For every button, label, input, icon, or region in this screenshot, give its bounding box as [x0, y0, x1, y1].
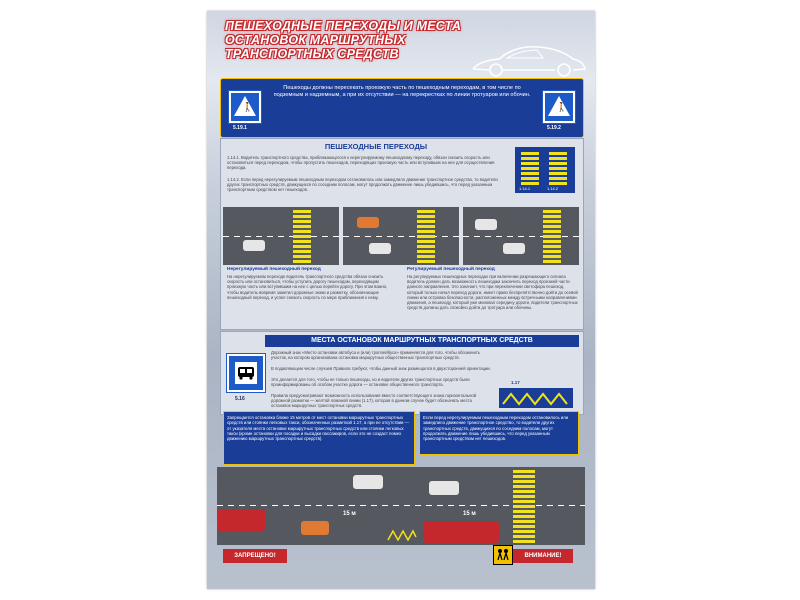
- unregulated-text: На нерегулируемом переходе водитель транспортного средства обязан снизить скорость или остановиться, чтобы уступить дорогу пешеходам, переходящим проезжую часть или вступившим на нее с целью перейти дорогу. При этом важно, чтобы водитель вовремя заметил дорожные знаки и разметку, обозначающие пешеходный переход, и успел снизить скорость по мере приближения к нему.: [227, 274, 388, 300]
- pedestrian-icon: 🚶: [556, 102, 568, 112]
- intro-text: Пешеходы должны пересекать проезжую часть по пешеходным переходам, в том числе по подземным и надземным, а при их отсутствии — на перекрестках по линии тротуаров или обочин.: [273, 85, 531, 98]
- children-warning-icon: [493, 545, 513, 565]
- car-orange: [357, 217, 379, 228]
- crossings-heading: ПЕШЕХОДНЫЕ ПЕРЕХОДЫ: [324, 142, 428, 151]
- poster-title: ПЕШЕХОДНЫЕ ПЕРЕХОДЫ И МЕСТА ОСТАНОВОК МАРШРУТНЫХ ТРАНСПОРТНЫХ СРЕДСТВ: [225, 19, 462, 61]
- zigzag-road-marking: [387, 529, 417, 541]
- stops-heading: МЕСТА ОСТАНОВОК МАРШРУТНЫХ ТРАНСПОРТНЫХ СРЕДСТВ: [265, 335, 579, 347]
- crossings-section: [220, 138, 584, 330]
- rule-box-left: Запрещается остановка ближе 15 метров от мест остановки маршрутных транспортных средств или стоянки легковых такси, обозначенных разметкой 1.17, а при ее отсутствии — от указателя места остановки маршрутных транспортных средств или стоянки легковых такси (кроме остановки для посадки и высадки пассажиров, если это не создаст помех движению маршрутных транспортных средств).: [223, 411, 415, 465]
- forbidden-badge: ЗАПРЕЩЕНО!: [223, 549, 287, 563]
- stops-para-2: В подавляющем числе случаев Правила требуют, чтобы данный знак размещался в двухсторонней ориентации.: [271, 366, 491, 371]
- stops-section: [220, 331, 584, 415]
- car-white: [369, 243, 391, 254]
- sign-code-left: 5.19.1: [233, 125, 247, 131]
- car-orange: [301, 521, 329, 535]
- stops-para-4: Правила предусматривают возможность использования вместо соответствующего знака горизонтальной дорожной разметки — желтой ломаной линии (1.17), которая в данном случае будет обозначать места остановок маршрутных транспортных средств.: [271, 393, 477, 409]
- caption-regulated: Регулируемый пешеходный переход: [407, 267, 495, 272]
- car-white: [503, 243, 525, 254]
- road-scene-2: [343, 207, 459, 265]
- marking-code-left: 1.14.1: [519, 186, 531, 191]
- car-white: [475, 219, 497, 230]
- bus-red-right: [423, 521, 499, 543]
- zigzag-marking: [499, 388, 573, 408]
- bus-stop-sign: [227, 354, 265, 392]
- road-scene-1: [223, 207, 339, 265]
- rule-box-right: Если перед нерегулируемым пешеходным переходом остановилось или замедлило движение транспортное средство, то водители других транспортных средств, движущихся по соседним полосам, могут продолжать движение лишь убедившись, что перед указанным транспортным средством нет пешеходов.: [419, 411, 579, 455]
- road-scene-3: [463, 207, 579, 265]
- bus-red-left: [217, 509, 265, 531]
- bus-stop-road-scene: [217, 467, 585, 545]
- marking-code-right: 1.14.2: [547, 186, 559, 191]
- crossings-para-2: 1.14.2. Если перед нерегулируемым пешеходным переходом остановилось или замедлило движение транспортное средство, то водители других транспортных средств, движущихся по соседним полосам, могут продолжать движение лишь убедившись, что перед указанным транспортным средством нет пешеходов.: [227, 177, 498, 193]
- car-white: [353, 475, 383, 489]
- sign-code-right: 5.19.2: [547, 125, 561, 131]
- pedestrian-crossing-sign-left: [229, 91, 261, 123]
- bus-sign-code: 5.16: [235, 396, 245, 402]
- crossings-para-1: 1.14.1. Водитель транспортного средства, приближающегося к нерегулируемому пешеходному переходу, обязан снизить скорость или остановиться перед переходом, чтобы пропустить пешеходов, переходящих проезжую часть или вступивших на нее для осуществления перехода.: [227, 155, 495, 171]
- intro-box: [220, 78, 584, 138]
- bus-icon: [229, 356, 263, 390]
- regulated-text: На регулируемых пешеходных переходах при включении разрешающего сигнала водитель должен дать возможность пешеходам закончить переход проезжей части данного направления. Это означает, что при переключении светофора пешеход, который только начал переход дороги, имеет право беспрепятственно дойти до осевой линии или островка безопасности, расположенных между встречными направлениями движения, а пешеходу, который уже миновал середину дороги, водители транспортных средств должны дать спокойно дойти до тротуара или обочины.: [407, 274, 578, 311]
- stops-para-3: Это делается для того, чтобы не только пешеходы, но и водители других транспортных средств были проинформированы об особом участке дороги — остановке общественного транспорта.: [271, 377, 470, 388]
- attention-badge: ВНИМАНИЕ!: [513, 549, 573, 563]
- caption-unregulated: Нерегулируемый пешеходный переход: [227, 267, 321, 272]
- marking-panel: [515, 147, 575, 193]
- poster: [207, 11, 595, 589]
- pedestrian-crossing-sign-right: [543, 91, 575, 123]
- distance-label-right: 15 м: [463, 511, 476, 517]
- car-white: [429, 481, 459, 495]
- zigzag-code: 1.17: [511, 380, 520, 385]
- zigzag-marking-panel: [499, 388, 573, 408]
- pedestrian-icon: 🚶: [242, 102, 254, 112]
- car-white: [243, 240, 265, 251]
- stops-para-1: Дорожный знак «Место остановки автобуса и (или) троллейбуса» применяется для того, чтобы обозначить участок, на котором организована остановка маршрутных общественных транспортных средств.: [271, 350, 480, 361]
- distance-label-left: 15 м: [343, 511, 356, 517]
- car-outline-illustration: [469, 39, 587, 79]
